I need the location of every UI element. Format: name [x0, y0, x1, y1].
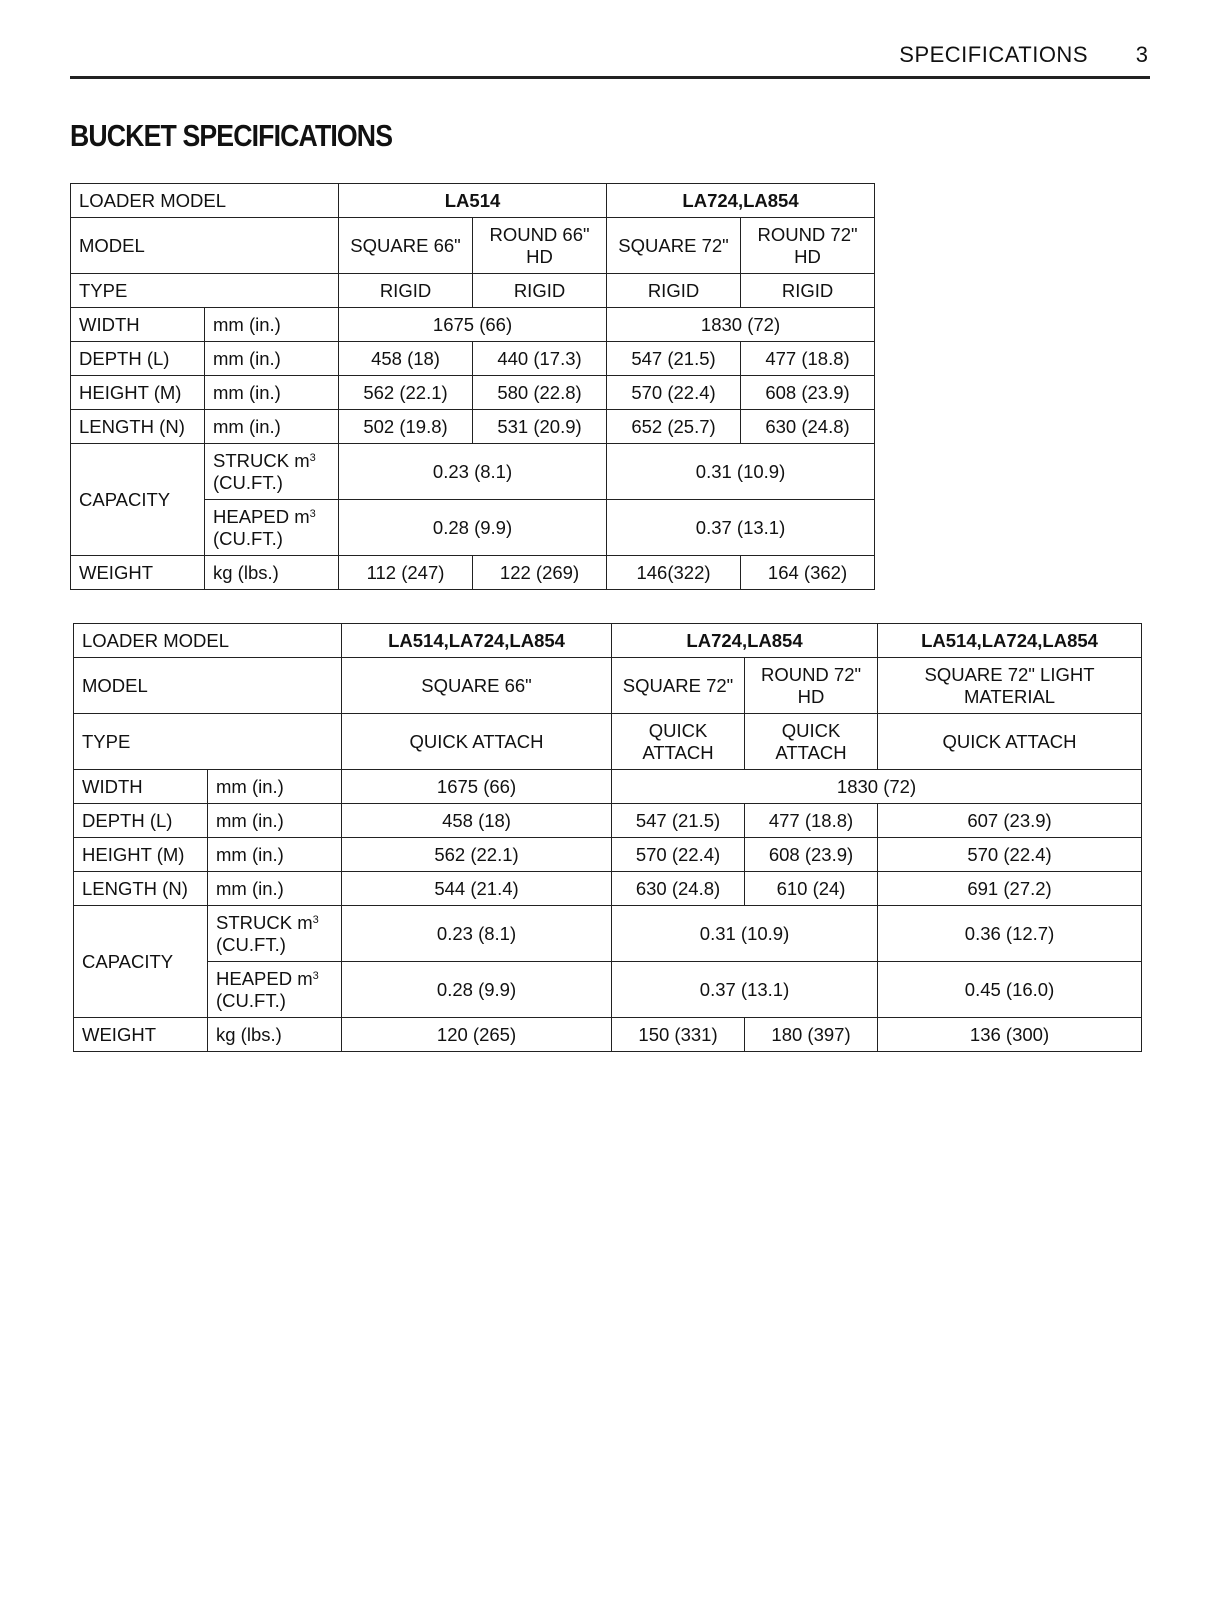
page-header — [70, 38, 1150, 79]
loader-model-label: LOADER MODEL — [74, 624, 342, 658]
heaped-label: HEAPED m — [216, 967, 313, 989]
cuft-unit: (CU.FT.) — [213, 527, 283, 549]
quick-attach-bucket-spec-table — [73, 623, 1142, 1052]
value-cell: 0.23 (8.1) — [339, 444, 607, 500]
capacity-label: CAPACITY — [74, 906, 208, 1018]
table-row — [71, 274, 875, 308]
value-cell: 580 (22.8) — [473, 376, 607, 410]
weight-label: WEIGHT — [74, 1018, 208, 1052]
unit-cell: kg (lbs.) — [205, 556, 339, 590]
value-cell: 531 (20.9) — [473, 410, 607, 444]
value-cell: 0.28 (9.9) — [339, 500, 607, 556]
loader-group-header: LA724,LA854 — [612, 624, 878, 658]
table-row — [71, 342, 875, 376]
value-cell: 0.31 (10.9) — [612, 906, 878, 962]
height-label: HEIGHT (M) — [71, 376, 205, 410]
value-cell: 562 (22.1) — [339, 376, 473, 410]
value-cell: 630 (24.8) — [612, 872, 745, 906]
loader-group-header: LA514,LA724,LA854 — [878, 624, 1142, 658]
value-cell: 180 (397) — [745, 1018, 878, 1052]
cube-superscript: 3 — [309, 451, 316, 464]
value-cell: 608 (23.9) — [741, 376, 875, 410]
value-cell: 570 (22.4) — [878, 838, 1142, 872]
value-cell: 458 (18) — [339, 342, 473, 376]
value-cell: 1830 (72) — [607, 308, 875, 342]
model-cell: SQUARE 72" — [612, 658, 745, 714]
value-cell: 607 (23.9) — [878, 804, 1142, 838]
value-cell: 0.28 (9.9) — [342, 962, 612, 1018]
value-cell: 146(322) — [607, 556, 741, 590]
model-cell: ROUND 66" HD — [473, 218, 607, 274]
value-cell: 150 (331) — [612, 1018, 745, 1052]
table-row — [74, 624, 1142, 658]
value-cell: 544 (21.4) — [342, 872, 612, 906]
length-label: LENGTH (N) — [71, 410, 205, 444]
value-cell: 547 (21.5) — [607, 342, 741, 376]
type-cell: RIGID — [741, 274, 875, 308]
rigid-bucket-spec-table — [70, 183, 875, 590]
type-label: TYPE — [71, 274, 339, 308]
table-row — [74, 770, 1142, 804]
model-cell: ROUND 72" HD — [745, 658, 878, 714]
value-cell: 562 (22.1) — [342, 838, 612, 872]
type-cell: QUICK ATTACH — [878, 714, 1142, 770]
heaped-label: HEAPED m — [213, 505, 310, 527]
value-cell: 112 (247) — [339, 556, 473, 590]
loader-group-header: LA514,LA724,LA854 — [342, 624, 612, 658]
value-cell: 570 (22.4) — [607, 376, 741, 410]
value-cell: 164 (362) — [741, 556, 875, 590]
depth-label: DEPTH (L) — [71, 342, 205, 376]
type-cell: QUICK ATTACH — [612, 714, 745, 770]
type-cell: QUICK ATTACH — [342, 714, 612, 770]
table-row — [71, 376, 875, 410]
unit-cell: mm (in.) — [205, 376, 339, 410]
value-cell: 0.23 (8.1) — [342, 906, 612, 962]
type-cell: RIGID — [607, 274, 741, 308]
cuft-unit: (CU.FT.) — [216, 933, 286, 955]
value-cell: 691 (27.2) — [878, 872, 1142, 906]
table-row — [74, 962, 1142, 1018]
cube-superscript: 3 — [312, 913, 319, 926]
value-cell: 136 (300) — [878, 1018, 1142, 1052]
table-row — [74, 1018, 1142, 1052]
cuft-unit: (CU.FT.) — [213, 471, 283, 493]
loader-model-label: LOADER MODEL — [71, 184, 339, 218]
unit-cell: mm (in.) — [208, 838, 342, 872]
struck-label: STRUCK m — [216, 911, 313, 933]
weight-label: WEIGHT — [71, 556, 205, 590]
unit-cell: kg (lbs.) — [208, 1018, 342, 1052]
value-cell: 477 (18.8) — [741, 342, 875, 376]
model-cell: ROUND 72" HD — [741, 218, 875, 274]
value-cell: 610 (24) — [745, 872, 878, 906]
value-cell: 1830 (72) — [612, 770, 1142, 804]
width-label: WIDTH — [71, 308, 205, 342]
table-row — [74, 872, 1142, 906]
value-cell: 547 (21.5) — [612, 804, 745, 838]
value-cell: 440 (17.3) — [473, 342, 607, 376]
cube-superscript: 3 — [312, 969, 319, 982]
value-cell: 122 (269) — [473, 556, 607, 590]
table-row — [71, 410, 875, 444]
struck-unit-cell — [208, 906, 342, 962]
value-cell: 477 (18.8) — [745, 804, 878, 838]
table-row — [71, 184, 875, 218]
value-cell: 0.45 (16.0) — [878, 962, 1142, 1018]
model-label: MODEL — [71, 218, 339, 274]
model-cell: SQUARE 72" LIGHT MATERIAL — [878, 658, 1142, 714]
value-cell: 120 (265) — [342, 1018, 612, 1052]
value-cell: 1675 (66) — [339, 308, 607, 342]
value-cell: 458 (18) — [342, 804, 612, 838]
value-cell: 0.31 (10.9) — [607, 444, 875, 500]
height-label: HEIGHT (M) — [74, 838, 208, 872]
model-label: MODEL — [74, 658, 342, 714]
loader-group-header: LA724,LA854 — [607, 184, 875, 218]
struck-unit-cell — [205, 444, 339, 500]
model-cell: SQUARE 72" — [607, 218, 741, 274]
value-cell: 1675 (66) — [342, 770, 612, 804]
table-row — [74, 658, 1142, 714]
value-cell: 570 (22.4) — [612, 838, 745, 872]
type-label: TYPE — [74, 714, 342, 770]
type-cell: RIGID — [473, 274, 607, 308]
value-cell: 502 (19.8) — [339, 410, 473, 444]
unit-cell: mm (in.) — [205, 410, 339, 444]
struck-label: STRUCK m — [213, 449, 310, 471]
capacity-label: CAPACITY — [71, 444, 205, 556]
value-cell: 608 (23.9) — [745, 838, 878, 872]
page-title: BUCKET SPECIFICATIONS — [70, 118, 393, 153]
value-cell: 0.37 (13.1) — [612, 962, 878, 1018]
table-row — [74, 906, 1142, 962]
table-row — [71, 444, 875, 500]
unit-cell: mm (in.) — [205, 308, 339, 342]
value-cell: 652 (25.7) — [607, 410, 741, 444]
table-row — [71, 308, 875, 342]
cuft-unit: (CU.FT.) — [216, 989, 286, 1011]
type-cell: RIGID — [339, 274, 473, 308]
length-label: LENGTH (N) — [74, 872, 208, 906]
model-cell: SQUARE 66" — [339, 218, 473, 274]
value-cell: 630 (24.8) — [741, 410, 875, 444]
table-row — [71, 556, 875, 590]
value-cell: 0.36 (12.7) — [878, 906, 1142, 962]
heaped-unit-cell — [208, 962, 342, 1018]
header-section-title: SPECIFICATIONS — [899, 42, 1088, 67]
page-number: 3 — [1135, 42, 1148, 67]
value-cell: 0.37 (13.1) — [607, 500, 875, 556]
unit-cell: mm (in.) — [205, 342, 339, 376]
table-row — [71, 218, 875, 274]
depth-label: DEPTH (L) — [74, 804, 208, 838]
unit-cell: mm (in.) — [208, 804, 342, 838]
unit-cell: mm (in.) — [208, 872, 342, 906]
loader-group-header: LA514 — [339, 184, 607, 218]
table-row — [74, 838, 1142, 872]
table-row — [74, 714, 1142, 770]
unit-cell: mm (in.) — [208, 770, 342, 804]
table-row — [74, 804, 1142, 838]
heaped-unit-cell — [205, 500, 339, 556]
cube-superscript: 3 — [309, 507, 316, 520]
width-label: WIDTH — [74, 770, 208, 804]
type-cell: QUICK ATTACH — [745, 714, 878, 770]
model-cell: SQUARE 66" — [342, 658, 612, 714]
